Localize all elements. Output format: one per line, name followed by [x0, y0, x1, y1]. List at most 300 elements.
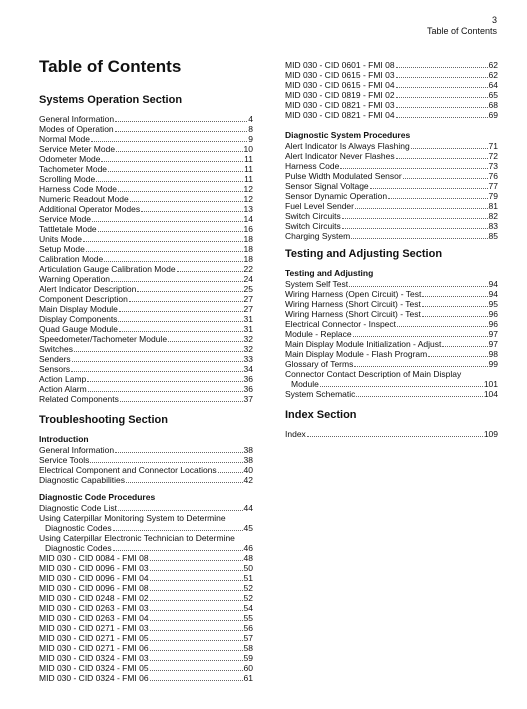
toc-entry-title: Electrical Connector - Inspect [285, 319, 397, 329]
toc-entry-title: Tattletale Mode [39, 224, 97, 234]
toc-entry-page: 46 [243, 543, 253, 553]
toc-entry[interactable] [285, 191, 498, 201]
toc-entry-title: Display Components [39, 314, 118, 324]
toc-entry-page: 4 [248, 114, 253, 124]
toc-entry[interactable] [39, 174, 253, 184]
toc-entry-page: 22 [243, 264, 253, 274]
dot-leader [126, 475, 243, 483]
dot-leader [118, 503, 243, 511]
toc-entry-page: 14 [243, 214, 253, 224]
toc-entry[interactable] [39, 533, 253, 543]
dot-leader [396, 80, 488, 88]
toc-entry-title: Action Alarm [39, 384, 87, 394]
toc-entry-title: Alert Indicator Never Flashes [285, 151, 395, 161]
toc-entry-page: 96 [488, 319, 498, 329]
toc-entry-page: 95 [488, 299, 498, 309]
toc-entry-page: 52 [243, 583, 253, 593]
toc-entry-page: 97 [488, 339, 498, 349]
dot-leader [150, 553, 243, 561]
dot-leader [177, 264, 243, 272]
dot-leader [113, 543, 243, 551]
dot-leader [351, 231, 487, 239]
toc-entry[interactable] [39, 134, 253, 144]
toc-entry-page: 61 [243, 673, 253, 683]
toc-entry-title: Switch Circuits [285, 221, 341, 231]
toc-entry-page: 83 [488, 221, 498, 231]
dot-leader [150, 653, 243, 661]
dot-leader [129, 294, 243, 302]
toc-entry[interactable] [39, 324, 253, 334]
toc-entry[interactable] [39, 543, 253, 553]
toc-entry[interactable] [285, 379, 498, 389]
toc-entry-title: Service Meter Mode [39, 144, 116, 154]
dot-leader [98, 224, 243, 232]
toc-entry-title: Related Components [39, 394, 119, 404]
dot-leader [104, 254, 242, 262]
toc-entry[interactable] [39, 613, 253, 623]
dot-leader [397, 319, 488, 327]
toc-entry[interactable] [39, 503, 253, 513]
dot-leader [118, 184, 243, 192]
toc-entry-page: 12 [243, 184, 253, 194]
toc-entry-title: MID 030 - CID 0601 - FMI 08 [285, 60, 395, 70]
dot-leader [108, 164, 243, 172]
troubleshooting-heading: Troubleshooting Section [39, 414, 168, 426]
toc-entry-page: 94 [488, 289, 498, 299]
systems-operation-list [39, 114, 253, 404]
toc-entry-page: 56 [243, 623, 253, 633]
toc-entry-title: Modes of Operation [39, 124, 114, 134]
toc-entry[interactable] [39, 553, 253, 563]
dot-leader [150, 613, 243, 621]
toc-entry-title: Glossary of Terms [285, 359, 354, 369]
toc-entry[interactable] [285, 70, 498, 80]
toc-entry[interactable] [285, 279, 498, 289]
toc-entry-title: Module - Replace [285, 329, 352, 339]
toc-entry-title: Articulation Gauge Calibration Mode [39, 264, 176, 274]
toc-entry[interactable] [39, 284, 253, 294]
toc-entry-page: 101 [483, 379, 498, 389]
toc-entry[interactable] [285, 429, 498, 439]
toc-entry-title: MID 030 - CID 0248 - FMI 02 [39, 593, 149, 603]
systems-operation-heading: Systems Operation Section [39, 94, 183, 106]
toc-entry[interactable] [39, 334, 253, 344]
toc-entry-page: 16 [243, 224, 253, 234]
dot-leader [356, 389, 482, 397]
dot-leader [115, 114, 247, 122]
toc-entry-page: 68 [488, 100, 498, 110]
toc-entry[interactable] [39, 394, 253, 404]
dot-leader [116, 144, 242, 152]
dot-leader [353, 329, 488, 337]
toc-entry[interactable] [39, 234, 253, 244]
toc-entry-title: Diagnostic Codes [45, 543, 112, 553]
page-header [427, 15, 497, 37]
toc-entry-title: MID 030 - CID 0324 - FMI 03 [39, 653, 149, 663]
toc-entry[interactable] [39, 384, 253, 394]
toc-entry-page: 96 [488, 309, 498, 319]
toc-entry[interactable] [39, 294, 253, 304]
dot-leader [422, 289, 487, 297]
toc-entry[interactable] [39, 653, 253, 663]
dot-leader [119, 324, 243, 332]
toc-entry-page: 94 [488, 279, 498, 289]
toc-entry-page: 9 [248, 134, 253, 144]
toc-entry-page: 109 [483, 429, 498, 439]
toc-entry-page: 73 [488, 161, 498, 171]
dot-leader [422, 299, 488, 307]
dot-leader [150, 633, 243, 641]
toc-entry-title: Diagnostic Capabilities [39, 475, 125, 485]
toc-entry[interactable] [285, 349, 498, 359]
toc-entry-page: 44 [243, 503, 253, 513]
testing-adjusting-heading: Testing and Adjusting Section [285, 248, 443, 260]
dot-leader [141, 204, 242, 212]
toc-entry-title: Sensor Dynamic Operation [285, 191, 388, 201]
introduction-heading: Introduction [39, 434, 89, 444]
toc-entry[interactable] [39, 254, 253, 264]
toc-entry[interactable] [39, 344, 253, 354]
toc-entry[interactable] [39, 114, 253, 124]
toc-entry[interactable] [39, 513, 253, 523]
toc-entry-title: System Schematic [285, 389, 356, 399]
toc-entry-title: System Self Test [285, 279, 349, 289]
toc-entry-page: 45 [243, 523, 253, 533]
toc-entry[interactable] [285, 299, 498, 309]
toc-entry-title: Component Description [39, 294, 128, 304]
toc-entry-page: 10 [243, 144, 253, 154]
toc-entry[interactable] [39, 314, 253, 324]
toc-entry[interactable] [39, 523, 253, 533]
toc-entry[interactable] [285, 339, 498, 349]
testing-adjusting-subheading: Testing and Adjusting [285, 268, 374, 278]
toc-entry-page: 27 [243, 304, 253, 314]
toc-entry-page: 36 [243, 374, 253, 384]
toc-entry-title: Diagnostic Code List [39, 503, 117, 513]
dot-leader [83, 234, 243, 242]
toc-entry-title: Service Tools [39, 455, 90, 465]
toc-entry-page: 33 [243, 354, 253, 364]
toc-entry-title: Sensor Signal Voltage [285, 181, 369, 191]
toc-entry-title: Speedometer/Tachometer Module [39, 334, 168, 344]
toc-entry-page: 25 [243, 284, 253, 294]
dot-leader [388, 191, 487, 199]
dot-leader [349, 279, 487, 287]
toc-entry-title: Connector Contact Description of Main Display [285, 369, 462, 379]
toc-entry-page: 85 [488, 231, 498, 241]
toc-entry-page: 12 [243, 194, 253, 204]
dot-leader [354, 359, 487, 367]
toc-entry[interactable] [39, 304, 253, 314]
toc-entry[interactable] [39, 154, 253, 164]
toc-entry[interactable] [39, 583, 253, 593]
toc-entry-title: MID 030 - CID 0324 - FMI 06 [39, 673, 149, 683]
toc-entry-page: 104 [483, 389, 498, 399]
dot-leader [403, 171, 488, 179]
toc-entry[interactable] [285, 90, 498, 100]
toc-entry[interactable] [39, 563, 253, 573]
toc-entry[interactable] [39, 603, 253, 613]
toc-entry-page: 82 [488, 211, 498, 221]
toc-entry[interactable] [39, 573, 253, 583]
toc-entry-page: 18 [243, 234, 253, 244]
toc-entry-title: Additional Operator Modes [39, 204, 141, 214]
toc-entry-page: 58 [243, 643, 253, 653]
toc-entry-page: 36 [243, 384, 253, 394]
dot-leader [150, 643, 243, 651]
toc-entry-page: 8 [248, 124, 253, 134]
toc-entry-title: Wiring Harness (Short Circuit) - Test [285, 299, 421, 309]
dot-leader [320, 379, 483, 387]
toc-entry[interactable] [39, 144, 253, 154]
toc-entry[interactable] [39, 274, 253, 284]
toc-entry[interactable] [39, 214, 253, 224]
toc-entry-title: Alert Indicator Is Always Flashing [285, 141, 410, 151]
toc-entry[interactable] [39, 673, 253, 683]
toc-entry[interactable] [285, 161, 498, 171]
toc-entry-title: Senders [39, 354, 71, 364]
toc-entry[interactable] [39, 124, 253, 134]
toc-entry-title: Using Caterpillar Monitoring System to Determine [39, 513, 226, 523]
dot-leader [101, 154, 243, 162]
toc-entry[interactable] [39, 224, 253, 234]
toc-entry[interactable] [285, 289, 498, 299]
toc-entry[interactable] [285, 100, 498, 110]
dot-leader [96, 174, 243, 182]
dot-leader [396, 90, 488, 98]
toc-entry-page: 62 [488, 70, 498, 80]
toc-entry-title: Wiring Harness (Open Circuit) - Test [285, 289, 422, 299]
toc-entry-page: 51 [243, 573, 253, 583]
diagnostic-system-list [285, 141, 498, 241]
toc-entry-page: 48 [243, 553, 253, 563]
dot-leader [115, 124, 248, 132]
toc-entry-page: 18 [243, 244, 253, 254]
toc-entry-page: 27 [243, 294, 253, 304]
toc-entry-title: MID 030 - CID 0819 - FMI 02 [285, 90, 395, 100]
toc-entry-title: General Information [39, 445, 115, 455]
introduction-list [39, 445, 253, 485]
dot-leader [150, 603, 243, 611]
running-title: Table of Contents [426, 26, 497, 36]
toc-entry-title: Alert Indicator Description [39, 284, 137, 294]
toc-entry[interactable] [285, 141, 498, 151]
toc-entry-page: 59 [243, 653, 253, 663]
toc-entry-page: 31 [243, 324, 253, 334]
toc-entry-title: Electrical Component and Connector Locations [39, 465, 217, 475]
dot-leader [130, 194, 243, 202]
toc-entry-title: MID 030 - CID 0271 - FMI 03 [39, 623, 149, 633]
toc-entry-title: Pulse Width Modulated Sensor [285, 171, 402, 181]
diagnostic-system-procedures-heading: Diagnostic System Procedures [285, 130, 411, 140]
diagnostic-code-procedures-heading: Diagnostic Code Procedures [39, 492, 156, 502]
toc-entry[interactable] [39, 455, 253, 465]
testing-adjusting-list [285, 279, 498, 399]
dot-leader [150, 593, 243, 601]
toc-entry[interactable] [39, 593, 253, 603]
toc-entry-title: MID 030 - CID 0324 - FMI 05 [39, 663, 149, 673]
toc-entry-page: 40 [243, 465, 253, 475]
toc-entry[interactable] [285, 319, 498, 329]
toc-entry-page: 65 [488, 90, 498, 100]
toc-entry-title: Tachometer Mode [39, 164, 108, 174]
toc-entry-title: MID 030 - CID 0084 - FMI 08 [39, 553, 149, 563]
dot-leader [355, 201, 488, 209]
dot-leader [118, 314, 242, 322]
toc-entry-page: 55 [243, 613, 253, 623]
dot-leader [150, 673, 243, 681]
toc-entry[interactable] [285, 151, 498, 161]
toc-entry-title: MID 030 - CID 0096 - FMI 04 [39, 573, 149, 583]
toc-entry[interactable] [39, 184, 253, 194]
toc-entry-page: 69 [488, 110, 498, 120]
toc-entry[interactable] [285, 80, 498, 90]
toc-entry-page: 11 [244, 154, 253, 164]
toc-entry-title: Fuel Level Sender [285, 201, 354, 211]
dot-leader [150, 573, 243, 581]
index-heading: Index Section [285, 409, 357, 421]
toc-entry-title: Odometer Mode [39, 154, 101, 164]
toc-entry[interactable] [39, 374, 253, 384]
toc-entry-title: MID 030 - CID 0615 - FMI 03 [285, 70, 395, 80]
dot-leader [87, 374, 242, 382]
toc-entry-title: MID 030 - CID 0096 - FMI 03 [39, 563, 149, 573]
toc-entry-title: Wiring Harness (Short Circuit) - Test [285, 309, 421, 319]
toc-entry-title: Main Display Module [39, 304, 118, 314]
toc-entry[interactable] [39, 244, 253, 254]
toc-entry-page: 32 [243, 334, 253, 344]
toc-entry-title: Switch Circuits [285, 211, 341, 221]
continued-codes-list [285, 60, 498, 120]
toc-entry-page: 18 [243, 254, 253, 264]
toc-entry-title: MID 030 - CID 0821 - FMI 04 [285, 110, 395, 120]
toc-entry-page: 50 [243, 563, 253, 573]
dot-leader [396, 100, 488, 108]
dot-leader [90, 455, 242, 463]
toc-entry-title: Main Display Module Initialization - Adjust [285, 339, 442, 349]
toc-entry-title: MID 030 - CID 0096 - FMI 08 [39, 583, 149, 593]
toc-entry[interactable] [39, 194, 253, 204]
dot-leader [111, 274, 243, 282]
toc-entry-page: 64 [488, 80, 498, 90]
toc-entry-page: 11 [244, 174, 253, 184]
dot-leader [396, 110, 488, 118]
toc-entry[interactable] [285, 329, 498, 339]
right-column [285, 60, 498, 439]
toc-entry-page: 37 [243, 394, 253, 404]
toc-entry-title: Action Lamp [39, 374, 87, 384]
toc-entry-title: Quad Gauge Module [39, 324, 118, 334]
toc-entry[interactable] [39, 643, 253, 653]
dot-leader [307, 429, 483, 437]
toc-entry-title: Calibration Mode [39, 254, 104, 264]
toc-entry-page: 24 [243, 274, 253, 284]
toc-entry[interactable] [285, 60, 498, 70]
toc-entry[interactable] [285, 110, 498, 120]
toc-entry[interactable] [39, 354, 253, 364]
dot-leader [113, 523, 243, 531]
toc-entry-page: 71 [488, 141, 498, 151]
dot-leader [340, 161, 487, 169]
toc-entry-title: Diagnostic Codes [45, 523, 112, 533]
dot-leader [422, 309, 488, 317]
toc-entry-page: 13 [243, 204, 253, 214]
dot-leader [150, 623, 243, 631]
index-list [285, 429, 498, 439]
dot-leader [218, 465, 243, 473]
toc-entry-title: Module [291, 379, 319, 389]
toc-entry-title: Numeric Readout Mode [39, 194, 129, 204]
toc-entry-page: 57 [243, 633, 253, 643]
dot-leader [120, 394, 243, 402]
page-title: Table of Contents [39, 57, 182, 76]
toc-entry[interactable] [39, 475, 253, 485]
toc-entry-title: Harness Code [285, 161, 340, 171]
dot-leader [442, 339, 487, 347]
toc-entry[interactable] [39, 445, 253, 455]
toc-entry-page: 31 [243, 314, 253, 324]
toc-entry[interactable] [285, 231, 498, 241]
toc-entry-title: General Information [39, 114, 115, 124]
toc-entry[interactable] [39, 264, 253, 274]
toc-entry-title: MID 030 - CID 0263 - FMI 03 [39, 603, 149, 613]
toc-entry[interactable] [285, 309, 498, 319]
toc-entry[interactable] [39, 204, 253, 214]
toc-entry[interactable] [285, 369, 498, 379]
toc-entry[interactable] [285, 359, 498, 369]
toc-entry[interactable] [39, 623, 253, 633]
toc-entry[interactable] [285, 221, 498, 231]
toc-entry-title: Switches [39, 344, 74, 354]
toc-entry-title: MID 030 - CID 0821 - FMI 03 [285, 100, 395, 110]
toc-entry[interactable] [285, 201, 498, 211]
toc-entry-title: Warning Operation [39, 274, 111, 284]
toc-entry[interactable] [39, 465, 253, 475]
toc-entry-title: Units Mode [39, 234, 82, 244]
toc-entry-title: MID 030 - CID 0263 - FMI 04 [39, 613, 149, 623]
dot-leader [92, 214, 243, 222]
toc-entry-page: 11 [244, 164, 253, 174]
dot-leader [150, 663, 243, 671]
toc-entry-page: 97 [488, 329, 498, 339]
toc-entry-page: 42 [243, 475, 253, 485]
toc-entry-page: 81 [488, 201, 498, 211]
dot-leader [370, 181, 488, 189]
toc-entry-page: 62 [488, 60, 498, 70]
toc-entry[interactable] [285, 389, 498, 399]
dot-leader [396, 151, 488, 159]
dot-leader [115, 445, 242, 453]
toc-entry[interactable] [39, 164, 253, 174]
toc-entry-title: MID 030 - CID 0615 - FMI 04 [285, 80, 395, 90]
toc-entry-page: 60 [243, 663, 253, 673]
dot-leader [342, 221, 488, 229]
toc-entry-page: 38 [243, 455, 253, 465]
toc-entry-page: 38 [243, 445, 253, 455]
toc-entry-title: Setup Mode [39, 244, 85, 254]
toc-entry[interactable] [39, 364, 253, 374]
dot-leader [168, 334, 242, 342]
dot-leader [71, 364, 242, 372]
toc-entry-title: Scrolling Mode [39, 174, 96, 184]
toc-entry[interactable] [285, 181, 498, 191]
toc-entry-title: Using Caterpillar Electronic Technician to Determine [39, 533, 235, 543]
toc-entry[interactable] [285, 171, 498, 181]
dot-leader [150, 583, 243, 591]
toc-entry[interactable] [39, 633, 253, 643]
toc-entry[interactable] [39, 663, 253, 673]
toc-entry[interactable] [285, 211, 498, 221]
